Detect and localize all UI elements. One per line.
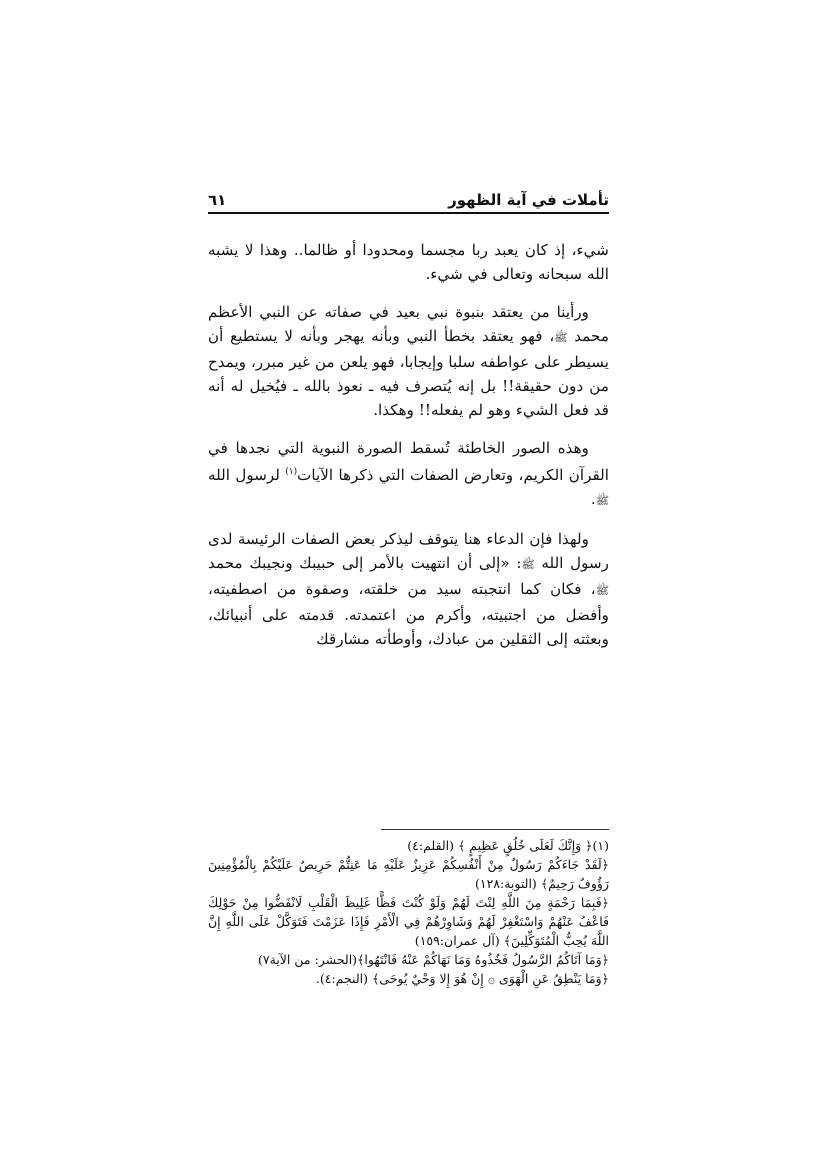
body-text xyxy=(208,238,609,665)
header-rule xyxy=(208,212,609,214)
salawat-glyph: ﷺ xyxy=(595,494,609,508)
footnote-2: ﴿لَقَدْ جَاءَكُمْ رَسُولٌ مِنْ أَنْفُسِكُمْ عَزِيزٌ عَلَيْهِ مَا عَنِتُّمْ حَرِيصٌ عَلَيْكُمْ بِالْمُؤْمِنِينَ رَؤُوفٌ رَحِيمٌ﴾ (التوبة:١٢٨) xyxy=(208,857,609,891)
footnote-1: (١)﴿ وَإِنَّكَ لَعَلَى خُلُقٍ عَظِيمٍ ﴾ (القلم:٤) xyxy=(407,838,609,853)
paragraph-3: وهذه الصور الخاطئة تُسقط الصورة النبوية التي نجدها في القرآن الكريم، وتعارض الصفات التي ذكرها الآيات$^{(١)}$ لرسول الله ﷺ. xyxy=(208,439,609,509)
footnote-rule xyxy=(381,829,609,830)
footnote-ref: (١) xyxy=(285,467,298,477)
page-number: ٦١ xyxy=(208,191,227,209)
salawat-glyph: ﷺ xyxy=(554,331,568,344)
footnote-4: ﴿وَمَا آتَاكُمُ الرَّسُولُ فَخُذُوهُ وَمَا نَهَاكُمْ عَنْهُ فَانْتَهُوا﴾(الحشر: من الآية٧) xyxy=(258,952,609,967)
salawat-glyph: ﷺ xyxy=(521,558,535,572)
footnote-3: ﴿فَبِمَا رَحْمَةٍ مِنَ اللَّهِ لِنْتَ لَهُمْ وَلَوْ كُنْتَ فَظًّا غَلِيظَ الْقَلْبِ لَانْفَضُّوا مِنْ حَوْلِكَ فَاعْفُ عَنْهُمْ وَاسْتَغْفِرْ لَهُمْ وَشَاوِرْهُمْ فِي الْأَمْرِ فَإِذَا عَزَمْتَ فَتَوَكَّلْ عَلَى اللَّهِ إِنَّ اللَّهَ يُحِبُّ الْمُتَوَكِّلِينَ﴾ (آل عمران:١٥٩) xyxy=(208,895,609,948)
paragraph-4: ولهذا فإن الدعاء هنا يتوقف ليذكر بعض الصفات الرئيسة لدى رسول الله ﷺ: «إلى أن انتهيت بالأمر إلى حبيبك ونجيبك محمد ﷺ، فكان كما انتجبته سيد من خلقته، وصفوة من اصطفيته، وأفضل من اجتبيته، وأكرم من اعتمدته. قدمته على أنبيائك، وبعثته إلى الثقلين من عبادك، وأوطأته مشارقك xyxy=(208,530,610,649)
salawat-glyph: ﷺ xyxy=(595,584,609,598)
paragraph-2: ورأينا من يعتقد بنبوة نبي بعيد في صفاته عن النبي الأعظم محمد ﷺ، فهو يعتقد بخطأ النبي وبأنه يهجر وبأنه لا يستطيع أن يسيطر على عواطفه سلبا وإيجابا، فهو يلعن من غير مبرر، ويمدح من دون حقيقة!! بل إنه يُتصرف فيه ـ نعوذ بالله ـ فيُخيل له أنه قد فعل الشيء وهو لم يفعله!! وهكذا. xyxy=(208,303,609,419)
running-title: تأملات في آية الظهور xyxy=(448,191,609,209)
footnote-5: ﴿وَمَا يَنْطِقُ عَنِ الْهَوَى ۞ إِنْ هُوَ إِلا وَحْيٌ يُوحَى﴾ (النجم:٤). xyxy=(315,971,609,986)
footnotes xyxy=(208,836,609,988)
paragraph-1: شيء، إذ كان يعبد ربا مجسما ومحدودا أو ظالما.. وهذا لا يشبه الله سبحانه وتعالى في شيء. xyxy=(208,241,609,283)
page-header xyxy=(208,190,609,212)
